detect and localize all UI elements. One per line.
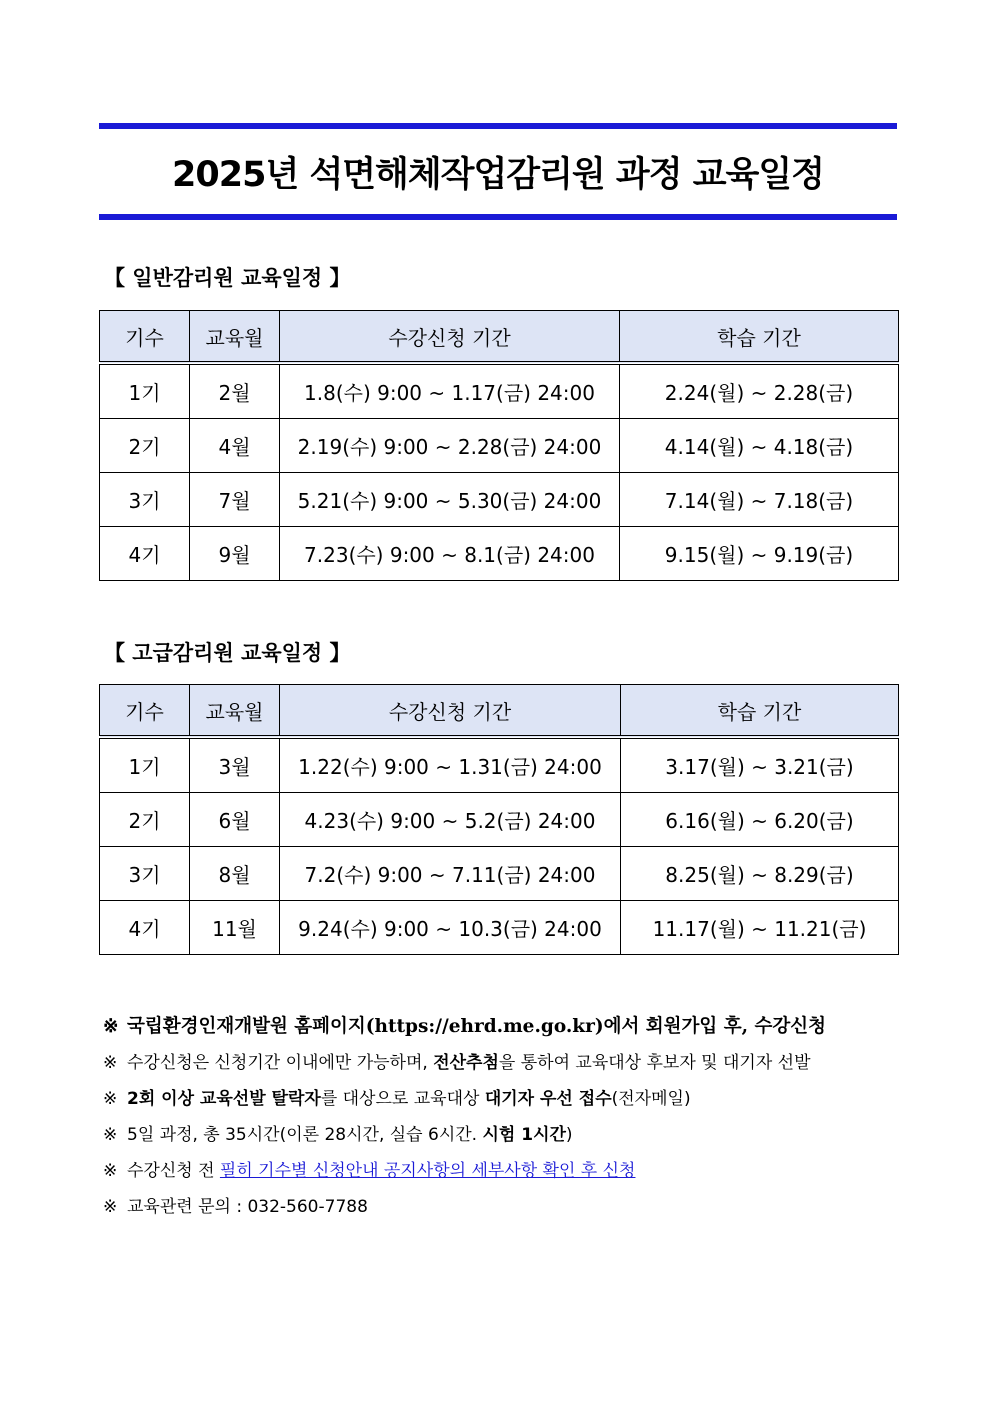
table-row <box>100 527 899 581</box>
note-waitlist <box>103 1081 903 1117</box>
note-emphasis: 2회 이상 교육선발 탈락자 <box>127 1089 321 1109</box>
header-study-period: 학습 기간 <box>621 685 899 738</box>
reference-mark-icon: ※ <box>103 1161 118 1181</box>
note-text: 교육관련 문의 : 032-560-7788 <box>127 1197 368 1217</box>
cell-month: 4월 <box>190 419 280 473</box>
cell-month: 3월 <box>190 737 280 793</box>
note-text: 수강신청은 신청기간 이내에만 가능하며, <box>127 1053 434 1073</box>
cell-registration: 7.23(수) 9:00 ~ 8.1(금) 24:00 <box>280 527 620 581</box>
cell-month: 8월 <box>190 847 280 901</box>
cell-registration: 2.19(수) 9:00 ~ 2.28(금) 24:00 <box>280 419 620 473</box>
cell-cohort: 2기 <box>100 419 190 473</box>
cell-study: 8.25(월) ~ 8.29(금) <box>621 847 899 901</box>
advanced-schedule-table <box>99 684 899 955</box>
reference-mark-icon: ※ <box>103 1089 118 1109</box>
table-row <box>100 901 899 955</box>
cell-registration: 5.21(수) 9:00 ~ 5.30(금) 24:00 <box>280 473 620 527</box>
cell-month: 7월 <box>190 473 280 527</box>
cell-month: 2월 <box>190 363 280 419</box>
cell-cohort: 1기 <box>100 363 190 419</box>
note-text: 국립환경인재개발원 홈페이지(https://ehrd.me.go.kr)에서 회원가입 후, 수강신청 <box>127 1016 826 1037</box>
cell-study: 2.24(월) ~ 2.28(금) <box>620 363 899 419</box>
table-row <box>100 793 899 847</box>
title-block <box>99 123 897 220</box>
page-title: 2025년 석면해체작업감리원 과정 교육일정 <box>172 154 824 195</box>
header-cohort: 기수 <box>100 311 190 364</box>
table-header-row <box>100 685 899 738</box>
note-text: (전자메일) <box>611 1089 691 1109</box>
note-emphasis: 전산추첨 <box>433 1053 499 1073</box>
header-month: 교육월 <box>190 685 280 738</box>
cell-cohort: 3기 <box>100 473 190 527</box>
table-row <box>100 737 899 793</box>
notes-section <box>103 1009 903 1225</box>
header-registration-period: 수강신청 기간 <box>280 685 621 738</box>
cell-month: 9월 <box>190 527 280 581</box>
note-text: ) <box>565 1125 573 1145</box>
cell-registration: 9.24(수) 9:00 ~ 10.3(금) 24:00 <box>280 901 621 955</box>
cell-registration: 4.23(수) 9:00 ~ 5.2(금) 24:00 <box>280 793 621 847</box>
note-contact <box>103 1189 903 1225</box>
reference-mark-icon: ※ <box>103 1197 118 1217</box>
cell-study: 11.17(월) ~ 11.21(금) <box>621 901 899 955</box>
note-text: 수강신청 전 <box>127 1161 220 1181</box>
cell-cohort: 1기 <box>100 737 190 793</box>
cell-registration: 1.22(수) 9:00 ~ 1.31(금) 24:00 <box>280 737 621 793</box>
table-row <box>100 419 899 473</box>
note-text: 5일 과정, 총 35시간(이론 28시간, 실습 6시간. <box>127 1125 483 1145</box>
general-section-heading: 【 일반감리원 교육일정 】 <box>104 266 351 290</box>
advanced-section-heading: 【 고급감리원 교육일정 】 <box>104 641 351 665</box>
cell-study: 3.17(월) ~ 3.21(금) <box>621 737 899 793</box>
cell-cohort: 4기 <box>100 901 190 955</box>
header-cohort: 기수 <box>100 685 190 738</box>
note-check-notice <box>103 1153 903 1189</box>
cell-registration: 1.8(수) 9:00 ~ 1.17(금) 24:00 <box>280 363 620 419</box>
note-course-hours <box>103 1117 903 1153</box>
header-study-period: 학습 기간 <box>620 311 899 364</box>
note-signup <box>103 1009 903 1045</box>
note-text: 을 통하여 교육대상 후보자 및 대기자 선발 <box>498 1053 811 1073</box>
note-text: 를 대상으로 교육대상 <box>320 1089 485 1109</box>
table-row <box>100 363 899 419</box>
cell-study: 9.15(월) ~ 9.19(금) <box>620 527 899 581</box>
reference-mark-icon: ※ <box>103 1016 119 1037</box>
note-emphasis: 시험 1시간 <box>482 1125 566 1145</box>
cell-study: 4.14(월) ~ 4.18(금) <box>620 419 899 473</box>
cell-cohort: 4기 <box>100 527 190 581</box>
notice-link[interactable]: 필히 기수별 신청안내 공지사항의 세부사항 확인 후 신청 <box>219 1161 636 1181</box>
title-bottom-rule <box>99 214 897 220</box>
reference-mark-icon: ※ <box>103 1053 118 1073</box>
cell-registration: 7.2(수) 9:00 ~ 7.11(금) 24:00 <box>280 847 621 901</box>
header-month: 교육월 <box>190 311 280 364</box>
cell-study: 6.16(월) ~ 6.20(금) <box>621 793 899 847</box>
table-header-row <box>100 311 899 364</box>
cell-study: 7.14(월) ~ 7.18(금) <box>620 473 899 527</box>
note-emphasis: 대기자 우선 접수 <box>484 1089 612 1109</box>
cell-cohort: 2기 <box>100 793 190 847</box>
general-schedule-table <box>99 310 899 581</box>
table-row <box>100 847 899 901</box>
header-registration-period: 수강신청 기간 <box>280 311 620 364</box>
cell-month: 6월 <box>190 793 280 847</box>
table-row <box>100 473 899 527</box>
reference-mark-icon: ※ <box>103 1125 118 1145</box>
cell-month: 11월 <box>190 901 280 955</box>
cell-cohort: 3기 <box>100 847 190 901</box>
note-lottery <box>103 1045 903 1081</box>
